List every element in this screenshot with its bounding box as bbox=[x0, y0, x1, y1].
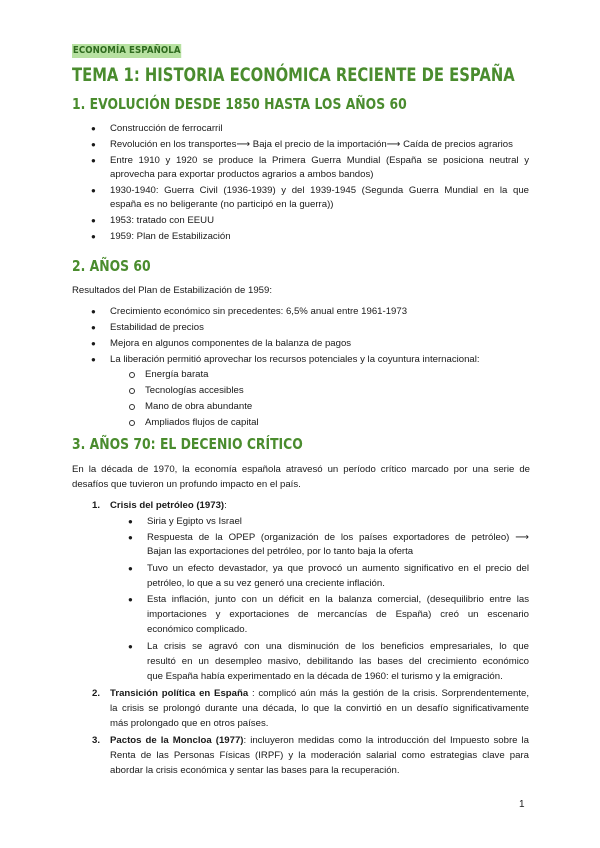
bullet-icon: ● bbox=[128, 564, 133, 573]
section-2-heading: 2. AÑOS 60 bbox=[72, 257, 151, 275]
list-item: 1930-1940: Guerra Civil (1936-1939) y del 1939-1945 (Segunda Guerra Mundial en la que bbox=[110, 185, 529, 196]
sub-list-item: Mano de obra abundante bbox=[145, 401, 253, 412]
list-number: 3. bbox=[92, 735, 101, 746]
bullet-icon: ● bbox=[91, 232, 96, 241]
section-3-heading: 3. AÑOS 70: EL DECENIO CRÍTICO bbox=[72, 435, 303, 453]
sub-list-item: Ampliados flujos de capital bbox=[145, 417, 259, 428]
hollow-bullet-icon bbox=[129, 420, 135, 426]
sub-list-item: Tecnologías accesibles bbox=[145, 385, 244, 396]
bullet-icon: ● bbox=[128, 595, 133, 604]
list-item-continuation: petróleo, lo que a su vez generó una creciente inflación. bbox=[147, 578, 385, 589]
bullet-icon: ● bbox=[91, 156, 96, 165]
list-item: 1953: tratado con EEUU bbox=[110, 215, 214, 226]
list-item: La liberación permitió aprovechar los recursos potenciales y la coyuntura internacional: bbox=[110, 354, 480, 365]
list-item: Construcción de ferrocarril bbox=[110, 123, 223, 134]
bullet-icon: ● bbox=[91, 307, 96, 316]
paragraph: En la década de 1970, la economía española atravesó un período crítico marcado por una serie de bbox=[72, 464, 530, 475]
list-item-continuation: económico complicado. bbox=[147, 624, 248, 635]
numbered-item bbox=[110, 687, 529, 700]
list-item-continuation: resultó en un desempleo masivo, debilitando las bases del crecimiento económico bbox=[147, 656, 529, 667]
bullet-icon: ● bbox=[128, 533, 133, 542]
bullet-icon: ● bbox=[91, 140, 96, 149]
hollow-bullet-icon bbox=[129, 388, 135, 394]
numbered-item-text: : incluyeron medidas como la introducción del Impuesto sobre la bbox=[243, 735, 529, 746]
bullet-icon: ● bbox=[91, 186, 96, 195]
list-item: Mejora en algunos componentes de la balanza de pagos bbox=[110, 338, 352, 349]
numbered-item-continuation: abordar la crisis económica y sentar las bases para la recuperación. bbox=[110, 765, 400, 776]
list-item-continuation: Bajan las exportaciones del petróleo, por lo tanto baja la oferta bbox=[147, 546, 414, 557]
hollow-bullet-icon bbox=[129, 404, 135, 410]
list-number: 2. bbox=[92, 688, 101, 699]
list-item-continuation: aprovecha para exportar productos agrarios a ambos bandos) bbox=[110, 169, 374, 180]
list-item: Siria y Egipto vs Israel bbox=[147, 516, 242, 527]
list-item: Respuesta de la OPEP (organización de los países exportadores de petróleo) ⟶ bbox=[147, 532, 529, 543]
numbered-item-continuation: Renta de las Personas Físicas (IRPF) y la moderación salarial como estrategias clave para bbox=[110, 750, 529, 761]
bullet-icon: ● bbox=[91, 124, 96, 133]
numbered-item-text: : complicó aún más la gestión de la crisis. Sorprendentemente, bbox=[248, 688, 529, 699]
paragraph: Resultados del Plan de Estabilización de 1959: bbox=[72, 285, 273, 296]
list-item: Estabilidad de precios bbox=[110, 322, 204, 333]
numbered-item-colon: : bbox=[224, 500, 227, 511]
bullet-icon: ● bbox=[91, 355, 96, 364]
numbered-item-title-text: Transición política en España bbox=[110, 688, 249, 699]
hollow-bullet-icon bbox=[129, 372, 135, 378]
list-item-continuation: que España había experimentado en la década de 1960: el turismo y la emigración. bbox=[147, 671, 503, 682]
section-1-heading: 1. EVOLUCIÓN DESDE 1850 HASTA LOS AÑOS 60 bbox=[72, 95, 407, 113]
list-item: Entre 1910 y 1920 se produce la Primera Guerra Mundial (España se posiciona neutral y bbox=[110, 155, 529, 166]
list-item: Esta inflación, junto con un déficit en la balanza comercial, (desequilibrio entre las bbox=[147, 594, 529, 605]
page-number: 1 bbox=[519, 799, 525, 810]
list-item: Crecimiento económico sin precedentes: 6,5% anual entre 1961-1973 bbox=[110, 306, 408, 317]
numbered-item-continuation: más prolongado que en otros países. bbox=[110, 718, 269, 729]
bullet-icon: ● bbox=[128, 642, 133, 651]
bullet-icon: ● bbox=[91, 339, 96, 348]
list-item-continuation: españa es no beligerante (no participó en la guerra)) bbox=[110, 199, 334, 210]
bullet-icon: ● bbox=[91, 216, 96, 225]
list-item: 1959: Plan de Estabilización bbox=[110, 231, 231, 242]
bullet-icon: ● bbox=[91, 323, 96, 332]
numbered-item-title bbox=[110, 499, 227, 512]
list-item-continuation: importaciones y exportaciones de mercancías de España) creó un escenario bbox=[147, 609, 529, 620]
numbered-item bbox=[110, 734, 529, 747]
numbered-item-title-text: Crisis del petróleo (1973) bbox=[110, 500, 225, 511]
list-item: La crisis se agravó con una disminución de los beneficios empresariales, lo que bbox=[147, 641, 529, 652]
list-number: 1. bbox=[92, 500, 101, 511]
list-item: Tuvo un efecto devastador, ya que provocó un aumento significativo en el precio del bbox=[147, 563, 529, 574]
subject-label: ECONOMÍA ESPAÑOLA bbox=[72, 45, 181, 56]
numbered-item-title-text: Pactos de la Moncloa (1977) bbox=[110, 735, 244, 746]
sub-list-item: Energía barata bbox=[145, 369, 209, 380]
paragraph-continuation: desafíos que tuvieron un profundo impacto en el país. bbox=[72, 479, 301, 490]
list-item: Revolución en los transportes⟶ Baja el precio de la importación⟶ Caída de precios agrarios bbox=[110, 139, 513, 150]
page-title: TEMA 1: HISTORIA ECONÓMICA RECIENTE DE ESPAÑA bbox=[72, 65, 515, 86]
bullet-icon: ● bbox=[128, 517, 133, 526]
numbered-item-continuation: la crisis se prolongó durante una década, lo que la convirtió en un desafío significativamente bbox=[110, 703, 529, 714]
